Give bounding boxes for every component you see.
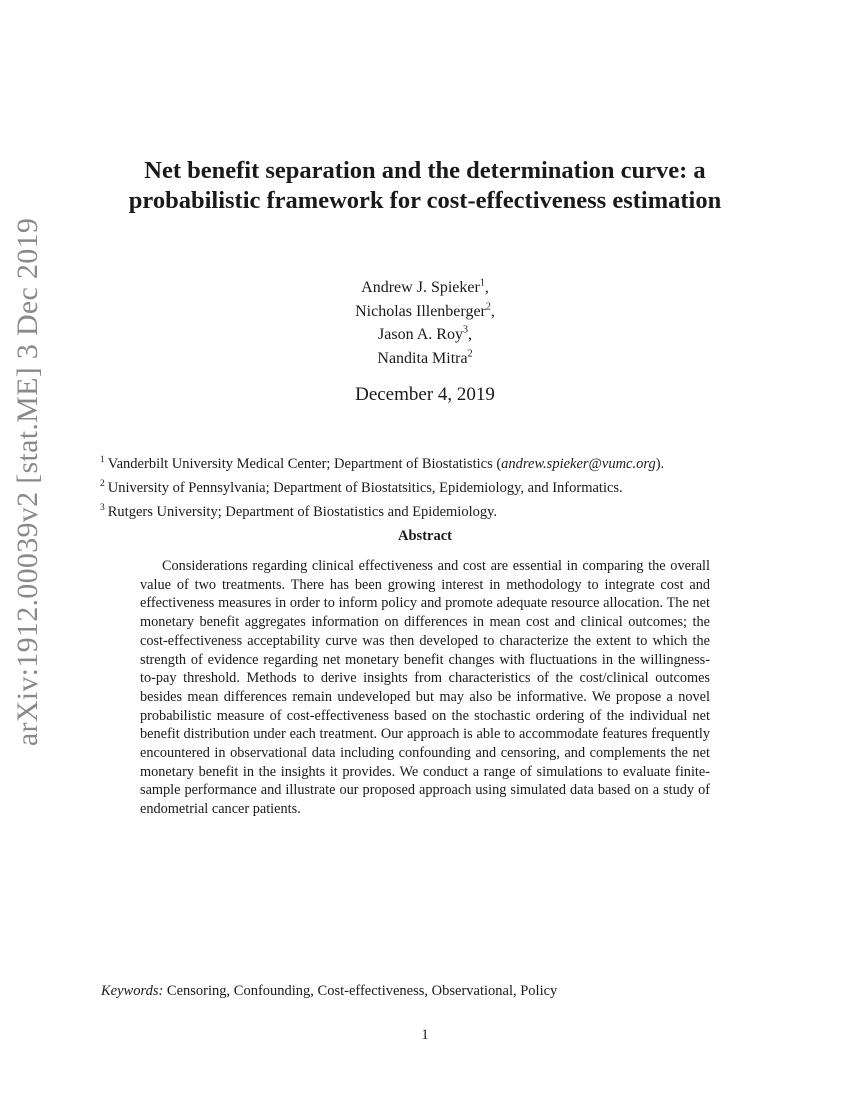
affiliation: $^3$ Rutgers University; Department of Biostatistics and Epidemiology. [100,502,498,520]
paper-date: December 4, 2019 [355,384,495,405]
affiliations [100,450,780,521]
keywords [101,983,557,1000]
author-list [225,276,625,370]
email-link[interactable]: andrew.spieker@vumc.org [501,455,656,472]
affiliation: $^2$ University of Pennsylvania; Department of Biostatsitics, Epidemiology, and Informatics. [100,478,623,496]
author: Nandita Mitra$^2$ [377,348,473,367]
keywords-label: Keywords: [101,983,164,999]
keywords-text: Censoring, Confounding, Cost-effectiveness, Observational, Policy [166,983,558,999]
abstract-heading: Abstract [398,528,452,544]
arxiv-stamp: arXiv:1912.00039v2 [stat.ME] 3 Dec 2019 [11,217,44,747]
page-number: 1 [421,1027,429,1043]
abstract-body: Considerations regarding clinical effectiveness and cost are essential in comparing the overall value of two treatments. There has been growing interest in methodology to integrate cost and effectiveness measures in order to inform policy and promote adequate resource allocation. The net monetary benefit aggregates information on differences in mean cost and clinical outcomes; the cost-effectiveness acceptability curve was then developed to characterize the extent to which the strength of evidence regarding net monetary benefit changes with fluctuations in the willingness-to-pay threshold. Methods to derive insights from characteristics of the cost/clinical outcomes besides mean differences remain undeveloped but may also be informative. We propose a novel probabilistic measure of cost-effectiveness based on the stochastic ordering of the individual net benefit distribution under each treatment. Our approach is able to accommodate features frequently encountered in observational data including confounding and censoring, and complements the net monetary benefit in the insights it provides. We conduct a range of simulations to evaluate finite-sample performance and illustrate our proposed approach using simulated data based on a study of endometrial cancer patients. [140,558,710,818]
affiliation: $^1$ Vanderbilt University Medical Center; Department of Biostatistics (andrew.spieker@vumc.org). [100,455,665,472]
author: Jason A. Roy$^3$, [378,324,472,343]
author: Andrew J. Spieker$^1$, [361,277,489,296]
paper-title: Net benefit separation and the determination curve: a probabilistic framework for cost-effectiveness estimation [128,157,722,214]
author: Nicholas Illenberger$^2$, [355,301,495,320]
